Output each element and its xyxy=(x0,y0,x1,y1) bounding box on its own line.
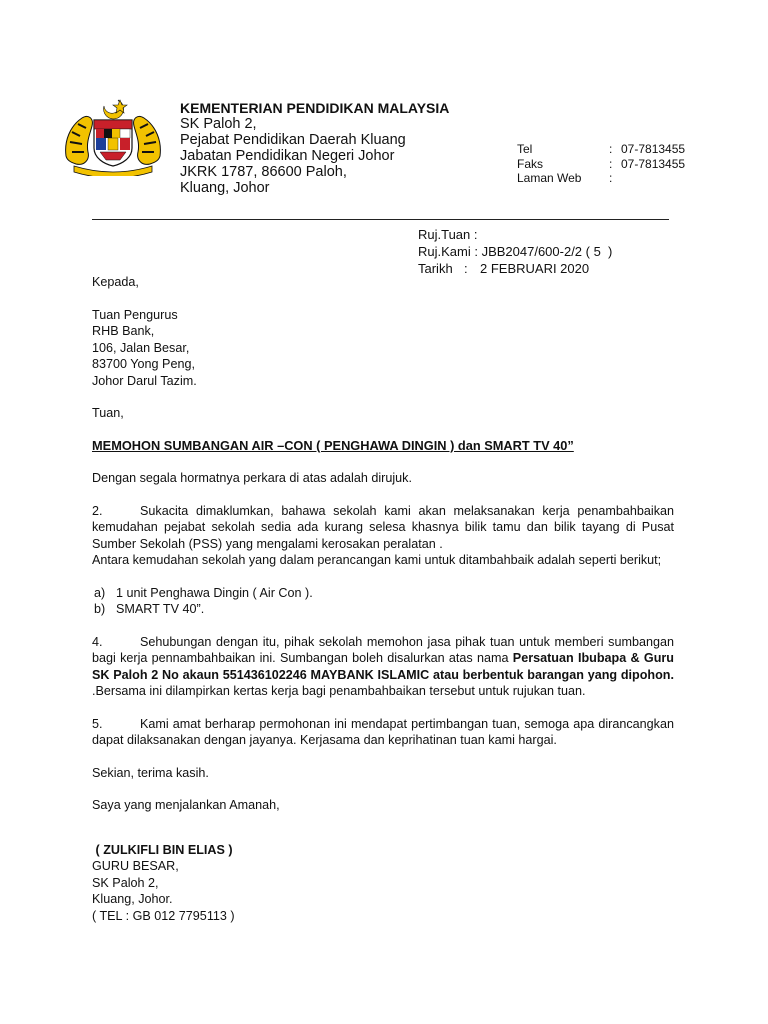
paragraph-text: Kami amat berharap permohonan ini mendapat pertimbangan tuan, semoga apa dirancangkan dapat dilaksanakan dengan jayanya. Kerjasama dan keprihatinan tuan kami hargai. xyxy=(92,716,674,747)
ruj-tuan: Ruj.Tuan : xyxy=(418,227,478,242)
contact-label: Laman Web xyxy=(517,171,582,185)
address-line: JKRK 1787, 86600 Paloh, xyxy=(180,164,347,180)
greeting: Tuan, xyxy=(92,406,124,420)
recipient-line: RHB Bank, xyxy=(92,324,155,338)
opening-paragraph: Dengan segala hormatnya perkara di atas adalah dirujuk. xyxy=(92,471,412,485)
recipient-line: Johor Darul Tazim. xyxy=(92,373,197,388)
letter-body xyxy=(92,274,674,924)
contact-colon: : xyxy=(609,171,613,185)
ministry-name: KEMENTERIAN PENDIDIKAN MALAYSIA xyxy=(180,100,450,116)
address-line: Pejabat Pendidikan Daerah Kluang xyxy=(180,132,406,148)
letterhead-address xyxy=(180,100,449,196)
subject-line: MEMOHON SUMBANGAN AIR –CON ( PENGHAWA DINGIN ) dan SMART TV 40” xyxy=(92,437,574,453)
address-line: SK Paloh 2, xyxy=(180,116,257,132)
contact-details xyxy=(517,142,685,186)
account-details: Persatuan Ibubapa & Guru SK Paloh 2 No akaun 551436102246 MAYBANK ISLAMIC atau berbentuk barangan yang dipohon. xyxy=(92,651,674,682)
list-item xyxy=(94,601,674,618)
list-item-text: SMART TV 40”. xyxy=(116,602,205,616)
signature-line: ( TEL : GB 012 7795113 ) xyxy=(92,908,235,923)
paragraph-2-continuation: Antara kemudahan sekolah yang dalam perancangan kami untuk ditambahbaik adalah seperti berikut; xyxy=(92,553,662,567)
recipient-line: Tuan Pengurus xyxy=(92,307,178,322)
contact-row-fax xyxy=(517,157,685,172)
paragraph-5 xyxy=(92,716,674,749)
malaysia-coat-of-arms-icon xyxy=(60,96,166,176)
paragraph-4 xyxy=(92,634,674,700)
reference-block xyxy=(418,226,612,277)
ruj-kami: Ruj.Kami : JBB2047/600-2/2 ( 5 ) xyxy=(418,244,613,259)
list-item xyxy=(94,585,674,602)
contact-row-web xyxy=(517,171,685,186)
amanah-line: Saya yang menjalankan Amanah, xyxy=(92,798,280,812)
paragraph-text: .Bersama ini dilampirkan kertas kerja bagi penambahbaikan tersebut untuk rujukan tuan. xyxy=(92,684,586,698)
tarikh-label: Tarikh xyxy=(418,261,453,276)
address-line: Jabatan Pendidikan Negeri Johor xyxy=(180,148,395,164)
contact-row-tel xyxy=(517,142,685,157)
item-list xyxy=(92,585,674,618)
paragraph-number: 4. xyxy=(92,634,103,649)
tarikh-value: 2 FEBRUARI 2020 xyxy=(480,261,590,276)
contact-value: 07-7813455 xyxy=(621,156,686,171)
contact-value: 07-7813455 xyxy=(621,142,686,156)
paragraph-text: Sukacita dimaklumkan, bahawa sekolah kami akan melaksanakan kerja penambahbaikan kemudahan pejabat sekolah sedia ada kurang selesa khasnya bilik tamu dan bilik tayang di Pusat Sumber Sekolah (PSS) yang mengalami kerosakan peralatan . xyxy=(92,503,674,551)
header-divider xyxy=(92,219,669,220)
contact-colon: : xyxy=(609,156,613,171)
recipient-line: 106, Jalan Besar, xyxy=(92,340,190,355)
paragraph-number: 2. xyxy=(92,503,103,518)
recipient-line: 83700 Yong Peng, xyxy=(92,357,195,371)
tarikh-colon: : xyxy=(464,261,468,276)
list-item-text: 1 unit Penghawa Dingin ( Air Con ). xyxy=(116,585,313,600)
paragraph-text: Sehubungan dengan itu, pihak sekolah memohon jasa pihak tuan untuk memberi sumbangan bagi kerja pennambahbaikan ini. Sumbangan boleh disalurkan atas nama xyxy=(92,634,674,665)
address-line: Kluang, Johor xyxy=(180,180,270,196)
signature-line: GURU BESAR, xyxy=(92,859,179,873)
signature-line: SK Paloh 2, xyxy=(92,875,159,890)
signature-line: Kluang, Johor. xyxy=(92,892,173,906)
contact-colon: : xyxy=(609,142,613,156)
contact-label: Faks xyxy=(517,156,544,171)
contact-label: Tel xyxy=(517,142,533,156)
signature-block xyxy=(92,842,674,925)
list-marker: a) xyxy=(94,585,106,600)
closing-line: Sekian, terima kasih. xyxy=(92,765,209,780)
signatory-name: ( ZULKIFLI BIN ELIAS ) xyxy=(92,842,233,857)
recipient-address xyxy=(92,307,674,390)
list-marker: b) xyxy=(94,602,106,616)
kepada-label: Kepada, xyxy=(92,275,139,289)
paragraph-number: 5. xyxy=(92,716,103,731)
paragraph-2 xyxy=(92,503,674,553)
